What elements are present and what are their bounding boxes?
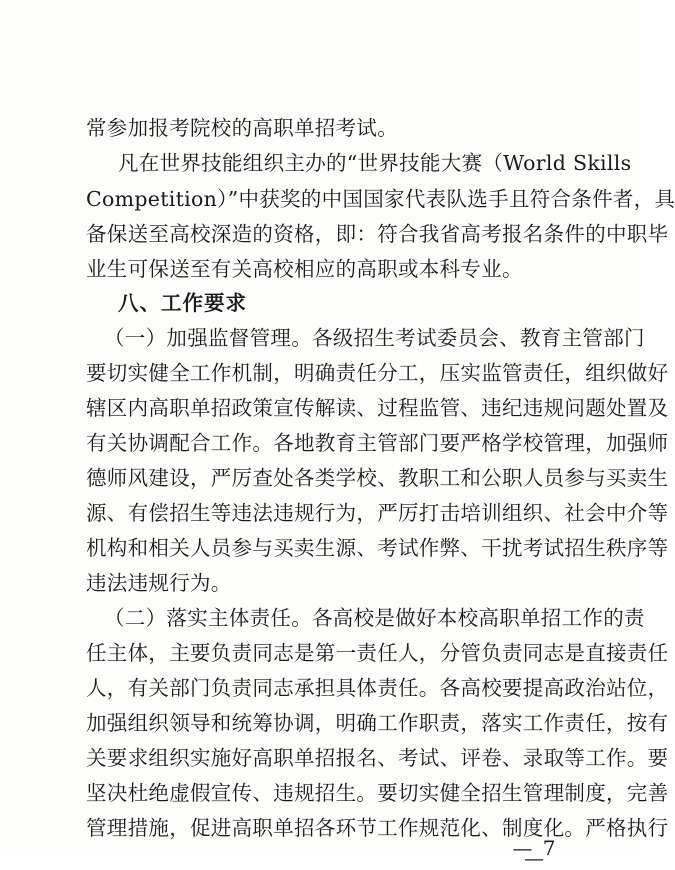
section-heading: 八、工作要求 <box>118 291 247 315</box>
paragraph-supervision-line-4: 有关协调配合工作。各地教育主管部门要严格学校管理，加强师 <box>86 431 669 455</box>
paragraph-supervision-line-8: 违法违规行为。 <box>86 571 232 595</box>
paragraph-supervision-line-6: 源、有偿招生等违法违规行为，严厉打击培训组织、社会中介等 <box>86 501 669 525</box>
paragraph-supervision-line-2: 要切实健全工作机制，明确责任分工，压实监管责任，组织做好 <box>86 361 669 385</box>
paragraph-world-skills-line-3: 备保送至高校深造的资格，即：符合我省高考报名条件的中职毕 <box>86 222 669 246</box>
paragraph-responsibility-line-5: 关要求组织实施好高职单招报名、考试、评卷、录取等工作。要 <box>86 746 669 770</box>
paragraph-world-skills-line-4: 业生可保送至有关高校相应的高职或本科专业。 <box>86 257 523 281</box>
page-number: — 7 — <box>512 836 558 870</box>
paragraph-responsibility-line-6: 坚决杜绝虚假宣传、违规招生。要切实健全招生管理制度，完善 <box>86 781 669 805</box>
paragraph-continuation-line: 常参加报考院校的高职单招考试。 <box>86 116 398 140</box>
paragraph-world-skills-line-2: Competition）”中获奖的中国国家代表队选手且符合条件者，具 <box>86 187 675 211</box>
paragraph-responsibility-line-2: 任主体，主要负责同志是第一责任人，分管负责同志是直接责任 <box>86 641 669 665</box>
paragraph-supervision-line-5: 德师风建设，严厉查处各类学校、教职工和公职人员参与买卖生 <box>86 466 669 490</box>
paragraph-responsibility-line-7: 管理措施，促进高职单招各环节工作规范化、制度化。严格执行 <box>86 816 669 840</box>
paragraph-responsibility-line-1: （二）落实主体责任。各高校是做好本校高职单招工作的责 <box>104 606 645 630</box>
paragraph-responsibility-line-3: 人，有关部门负责同志承担具体责任。各高校要提高政治站位， <box>86 676 669 700</box>
paragraph-supervision-line-7: 机构和相关人员参与买卖生源、考试作弊、干扰考试招生秩序等 <box>86 536 669 560</box>
paragraph-supervision-line-3: 辖区内高职单招政策宣传解读、过程监管、违纪违规问题处置及 <box>86 396 669 420</box>
paragraph-world-skills-line-1: 凡在世界技能组织主办的“世界技能大赛（World Skills <box>118 151 632 175</box>
paragraph-supervision-line-1: （一）加强监督管理。各级招生考试委员会、教育主管部门 <box>104 326 645 350</box>
paragraph-responsibility-line-4: 加强组织领导和统筹协调，明确工作职责，落实工作责任，按有 <box>86 711 669 735</box>
